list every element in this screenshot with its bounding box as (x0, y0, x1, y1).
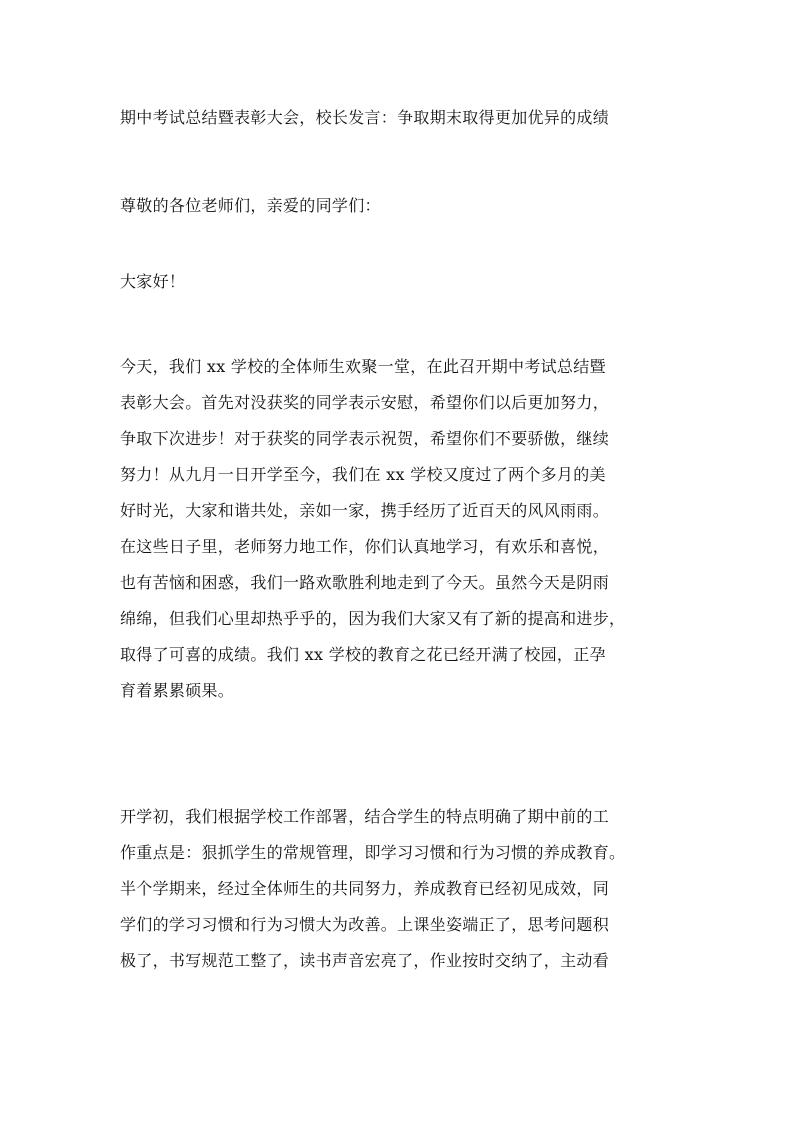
paragraph-line: 表彰大会。首先对没获奖的同学表示安慰，希望你们以后更加努力， (120, 393, 610, 412)
paragraph-line: 也有苦恼和困惑，我们一路欢歌胜利地走到了今天。虽然今天是阴雨 (120, 573, 610, 592)
paragraph-line: 学们的学习习惯和行为习惯大为改善。上课坐姿端正了，思考问题积 (120, 915, 610, 934)
paragraph-line: 争取下次进步！对于获奖的同学表示祝贺，希望你们不要骄傲，继续 (120, 429, 610, 448)
paragraph-line: 绵绵，但我们心里却热乎乎的，因为我们大家又有了新的提高和进步， (120, 609, 626, 628)
paragraph-line: 半个学期来，经过全体师生的共同努力，养成教育已经初见成效，同 (120, 879, 610, 898)
paragraph-line: 开学初，我们根据学校工作部署，结合学生的特点明确了期中前的工 (120, 807, 610, 826)
paragraph-line: 在这些日子里，老师努力地工作，你们认真地学习，有欢乐和喜悦， (120, 537, 610, 556)
salutation: 尊敬的各位老师们，亲爱的同学们： (120, 196, 381, 215)
paragraph-line: 好时光，大家和谐共处，亲如一家，携手经历了近百天的风风雨雨。 (120, 501, 610, 520)
paragraph-line: 作重点是：狠抓学生的常规管理，即学习习惯和行为习惯的养成教育。 (120, 843, 626, 862)
paragraph-line: 取得了可喜的成绩。我们 xx 学校的教育之花已经开满了校园，正孕 (120, 645, 606, 664)
document-title: 期中考试总结暨表彰大会，校长发言：争取期末取得更加优异的成绩 (120, 108, 610, 127)
paragraph-line: 极了，书写规范工整了，读书声音宏亮了，作业按时交纳了，主动看 (120, 951, 610, 970)
greeting: 大家好！ (120, 272, 186, 291)
paragraph-line: 努力！从九月一日开学至今，我们在 xx 学校又度过了两个多月的美 (120, 465, 606, 484)
paragraph-line: 今天，我们 xx 学校的全体师生欢聚一堂，在此召开期中考试总结暨 (120, 357, 606, 376)
paragraph-line: 育着累累硕果。 (120, 681, 235, 700)
